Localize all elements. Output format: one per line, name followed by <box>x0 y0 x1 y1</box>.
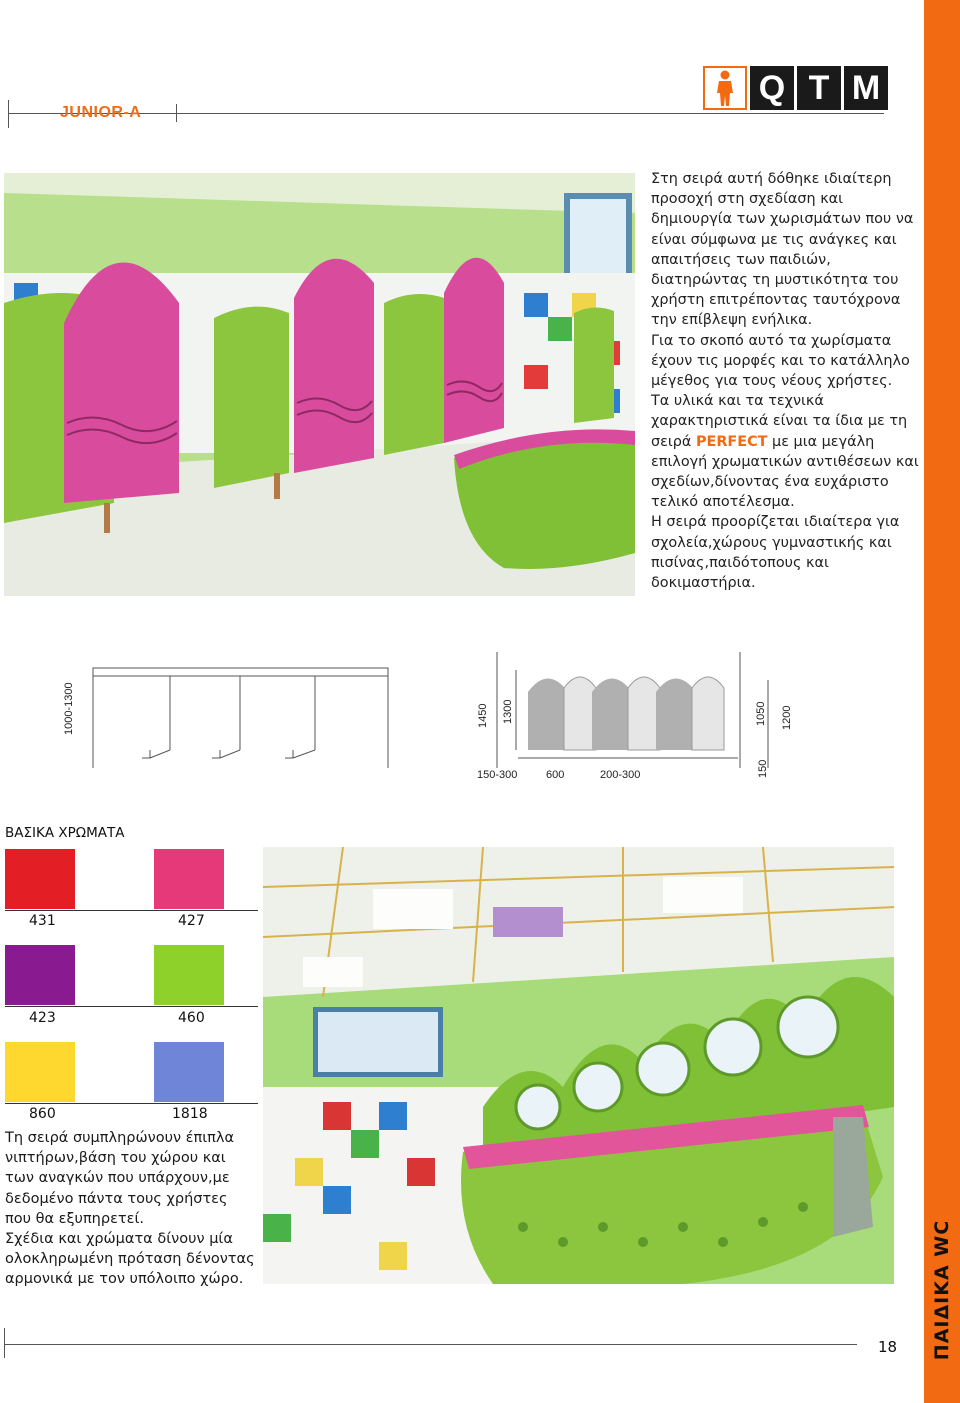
page-number: 18 <box>878 1338 898 1356</box>
dim-door-width: 600 <box>546 769 565 781</box>
description-text <box>651 169 919 593</box>
washroom-photo <box>263 847 894 1284</box>
technical-drawings <box>0 640 920 790</box>
elevation-doors <box>528 677 724 750</box>
description-paragraph: Τα υλικά και τα τεχνικά χαρακτηριστικά είναι τα ίδια με τη σειρά PERFECT με μια μεγάλη επιλογή χρωματικών αντιθέσεων και σχεδίων,δίνοντας ένα ευχάριστο τελικό αποτέλεσμα. <box>651 393 919 511</box>
color-code: 1818 <box>172 1106 208 1122</box>
dim-height-total: 1450 <box>477 703 489 728</box>
note-paragraph: Σχέδια και χρώματα δίνουν μία ολοκληρωμένη πρόταση δένοντας αρμονικά με τον υπόλοιπο χώρο. <box>5 1231 255 1288</box>
color-code: 431 <box>29 913 56 929</box>
dim-height-panel: 1300 <box>502 699 514 724</box>
dim-plan-depth: 1000-1300 <box>63 682 75 735</box>
logo-letter-t: T <box>797 66 841 110</box>
colors-heading: ΒΑΣΙΚΑ ΧΡΩΜΑΤΑ <box>5 825 125 841</box>
logo-letter-m: M <box>844 66 888 110</box>
description-paragraph: Η σειρά προορίζεται ιδιαίτερα για σχολεία,χώρους γυμναστικής και πισίνας,παιδότοπους και δοκιμαστήρια. <box>651 514 900 592</box>
dim-foot: 150 <box>757 759 769 778</box>
color-swatch-427 <box>154 849 224 909</box>
note-text <box>5 1128 255 1290</box>
cubicles-photo <box>4 173 635 596</box>
logo-letter-q: Q <box>750 66 794 110</box>
brand-perfect: PERFECT <box>695 433 768 450</box>
dim-side: 200-300 <box>600 769 641 781</box>
swatch-rule <box>5 1103 258 1104</box>
swatch-rule <box>5 910 258 911</box>
color-swatch-423 <box>5 945 75 1005</box>
color-swatch-460 <box>154 945 224 1005</box>
side-strip <box>924 0 960 1403</box>
header-tick <box>176 104 177 122</box>
series-title: JUNIOR-A <box>60 104 142 121</box>
footer-tick <box>4 1328 5 1358</box>
color-swatch-431 <box>5 849 75 909</box>
color-code: 460 <box>178 1010 205 1026</box>
footer-rule <box>4 1344 857 1345</box>
dim-door-height: 1050 <box>755 701 767 726</box>
qtm-logo <box>703 66 888 112</box>
section-label: ΠΑΙΔΙΚΑ WC <box>931 1219 953 1361</box>
description-paragraph: Στη σειρά αυτή δόθηκε ιδιαίτερη προσοχή στη σχεδίαση και δημιουργία των χωρισμάτων που να είναι σύμφωνα με τις ανάγκες και απαιτήσεις των παιδιών, διατηρώντας τη μυστικότητα του χρήστη επιτρέποντας ταυτόχρονα την επίβλεψη ενήλικα. <box>651 171 914 329</box>
plan-view <box>93 668 388 768</box>
color-code: 423 <box>29 1010 56 1026</box>
color-code: 427 <box>178 913 205 929</box>
swatch-rule <box>5 1006 258 1007</box>
note-paragraph: Τη σειρά συμπληρώνουν έπιπλα νιπτήρων,βάση του χώρου και των αναγκών που υπάρχουν,με δεδομένο πάντα τους χρήστες που θα εξυπηρετεί. <box>5 1130 235 1227</box>
dim-wall-height: 1200 <box>781 705 793 730</box>
header-tick <box>8 100 9 128</box>
dim-gap: 150-300 <box>477 769 518 781</box>
description-paragraph: Για το σκοπό αυτό τα χωρίσματα έχουν τις μορφές και το κατάλληλο μέγεθος για τους νέους χρήστες. <box>651 332 910 390</box>
person-icon <box>703 66 747 110</box>
color-code: 860 <box>29 1106 56 1122</box>
color-swatch-860 <box>5 1042 75 1102</box>
color-swatch-1818 <box>154 1042 224 1102</box>
